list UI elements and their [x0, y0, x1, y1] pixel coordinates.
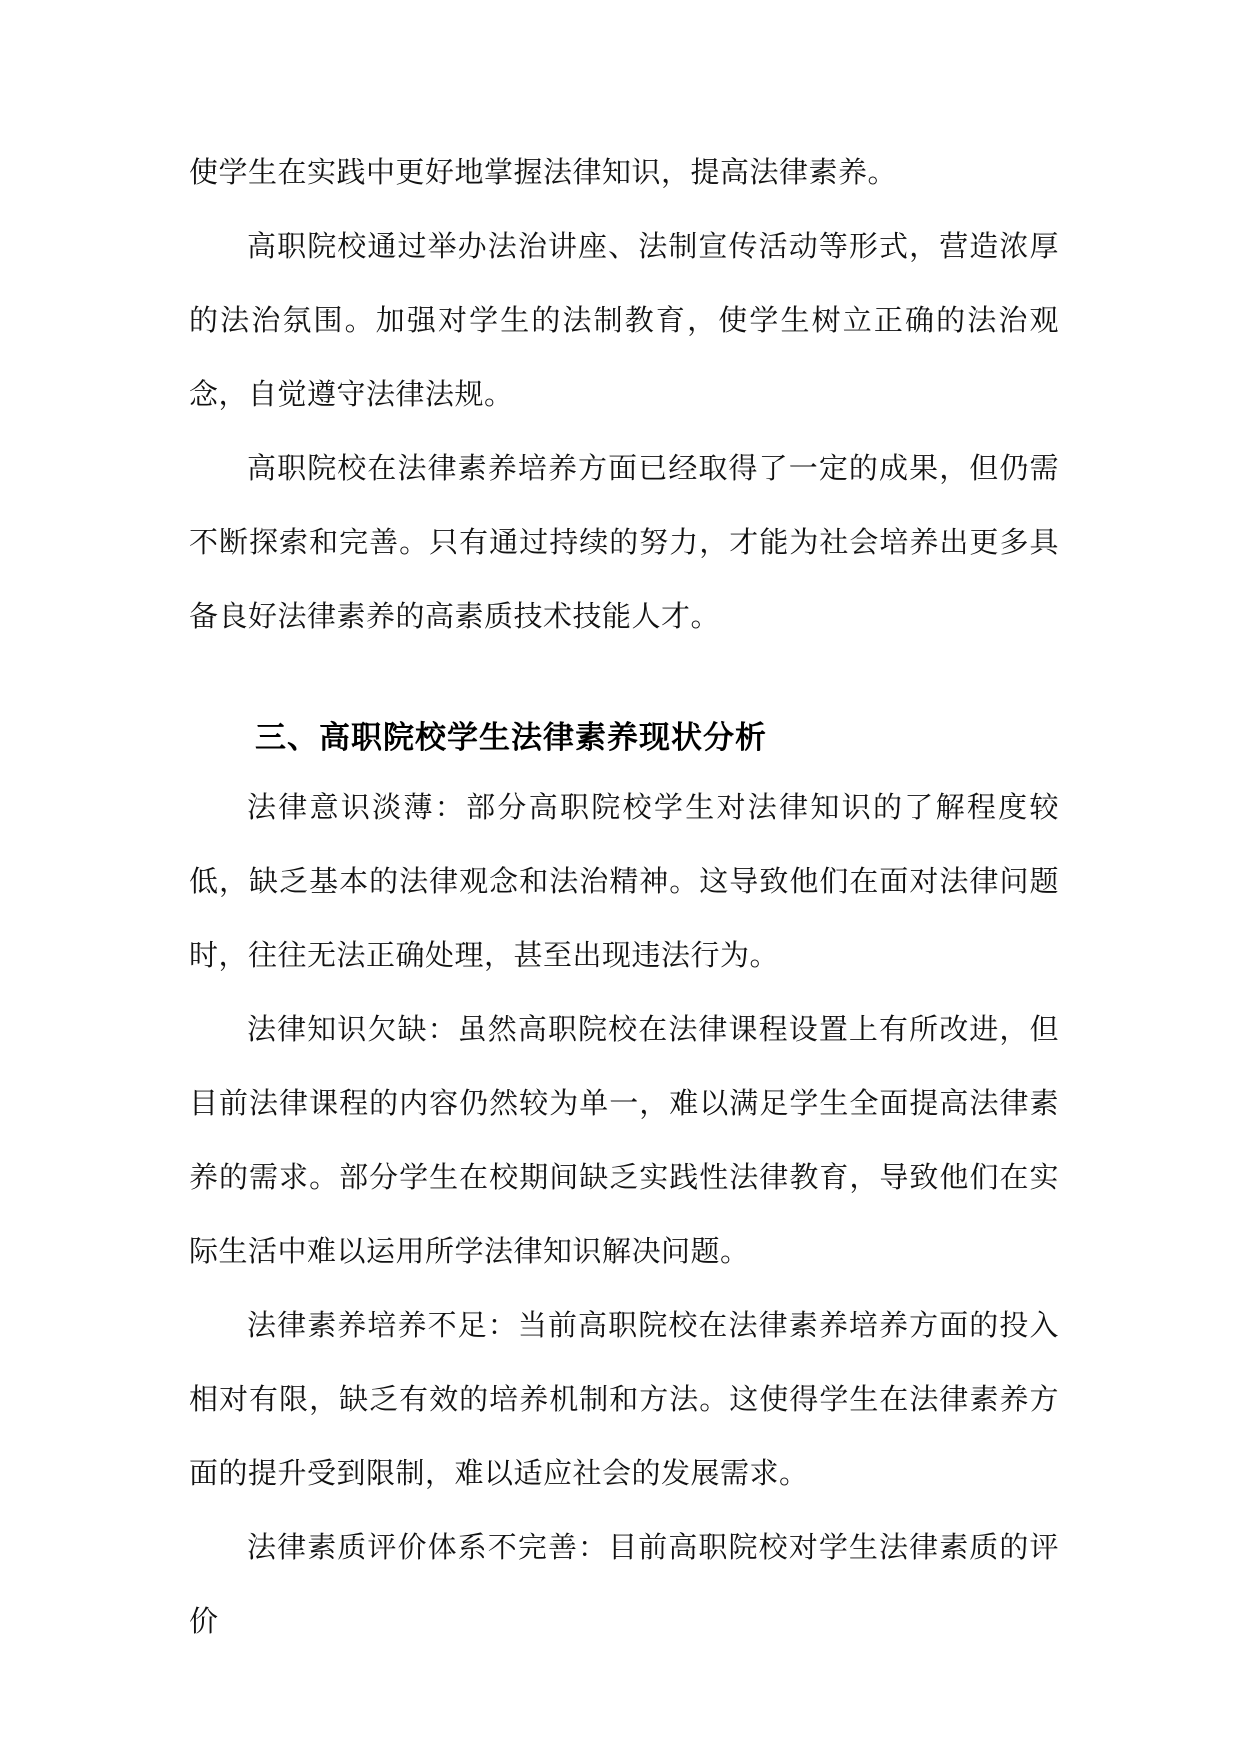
top-text-block	[189, 135, 1059, 653]
paragraph-lack-knowledge: 法律知识欠缺：虽然高职院校在法律课程设置上有所改进，但目前法律课程的内容仍然较为单一，难以满足学生全面提高法律素养的需求。部分学生在校期间缺乏实践性法律教育，导致他们在实际生活中难以运用所学法律知识解决问题。	[189, 1012, 1059, 1268]
paragraph-continuation: 使学生在实践中更好地掌握法律知识，提高法律素养。	[189, 155, 898, 189]
paragraph-legal-atmosphere: 高职院校通过举办法治讲座、法制宣传活动等形式，营造浓厚的法治氛围。加强对学生的法制教育，使学生树立正确的法治观念，自觉遵守法律法规。	[189, 229, 1059, 411]
paragraph-achievements: 高职院校在法律素养培养方面已经取得了一定的成果，但仍需不断探索和完善。只有通过持续的努力，才能为社会培养出更多具备良好法律素养的高素质技术技能人才。	[189, 451, 1059, 633]
bottom-text-block	[189, 770, 1059, 1658]
paragraph-evaluation-system: 法律素质评价体系不完善：目前高职院校对学生法律素质的评价	[189, 1530, 1059, 1638]
section-heading: 三、高职院校学生法律素养现状分析	[255, 720, 767, 756]
paragraph-insufficient-cultivation: 法律素养培养不足：当前高职院校在法律素养培养方面的投入相对有限，缺乏有效的培养机制和方法。这使得学生在法律素养方面的提升受到限制，难以适应社会的发展需求。	[189, 1308, 1059, 1490]
paragraph-weak-awareness: 法律意识淡薄：部分高职院校学生对法律知识的了解程度较低，缺乏基本的法律观念和法治精神。这导致他们在面对法律问题时，往往无法正确处理，甚至出现违法行为。	[189, 790, 1059, 972]
